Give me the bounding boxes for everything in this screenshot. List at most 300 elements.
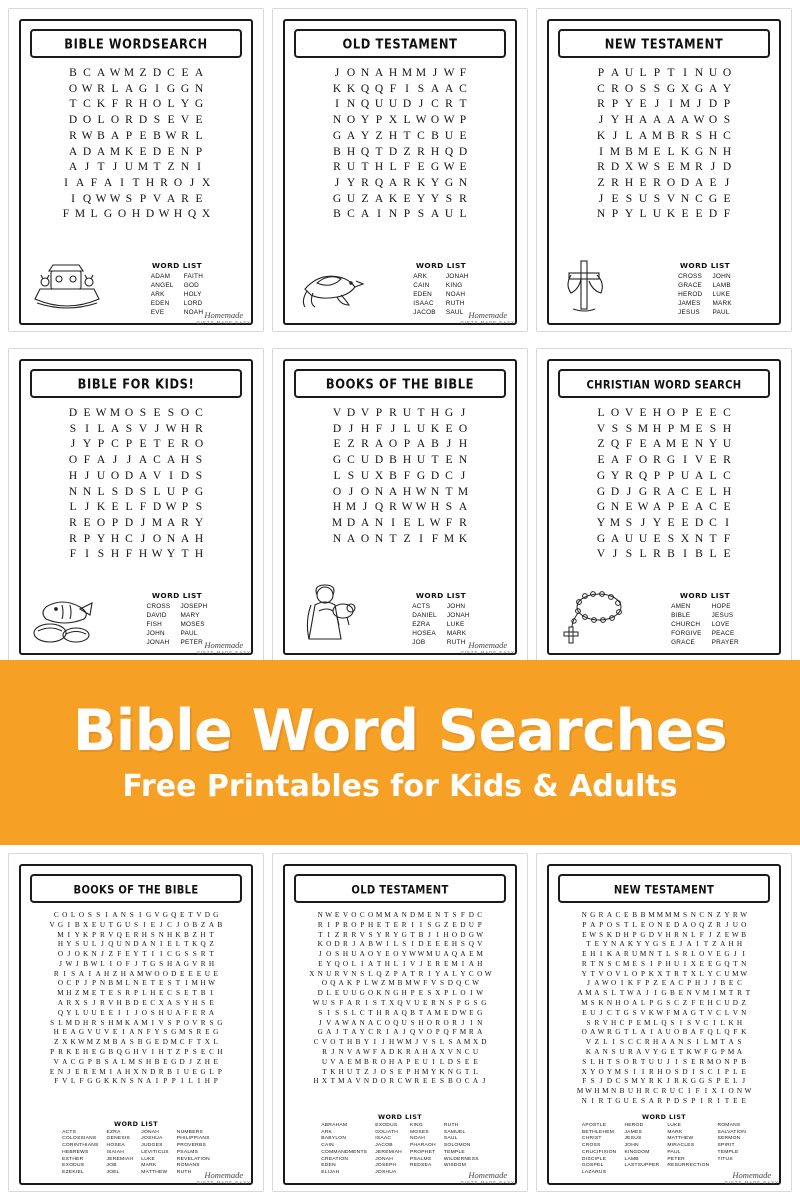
letter-cell: R (435, 1018, 441, 1027)
letter-cell: K (124, 145, 134, 158)
letter-cell: S (682, 1057, 687, 1066)
word-list-item: MIRACLES (667, 1143, 695, 1149)
letter-cell: O (74, 950, 80, 959)
letter-cell: R (376, 1028, 382, 1037)
letter-cell: R (125, 989, 130, 998)
letter-cell: L (213, 1038, 218, 1047)
letter-cell: I (654, 989, 657, 998)
letter-row (581, 960, 747, 969)
letter-cell: H (332, 501, 342, 514)
letter-cell: I (151, 1018, 154, 1027)
letter-cell: H (125, 1067, 131, 1076)
letter-cell: S (695, 129, 703, 142)
letter-row (68, 500, 205, 515)
letter-cell: O (360, 532, 370, 545)
letter-cell: T (590, 959, 595, 968)
word-list-item: JAMES (678, 299, 701, 307)
letter-cell: I (155, 82, 159, 95)
puzzle-row-3 (0, 845, 800, 1200)
letter-cell: H (57, 940, 64, 949)
word-list-item: JEREMIAH (375, 1149, 402, 1155)
letter-cell: S (96, 911, 101, 919)
word-list-item: LUKE (141, 1156, 156, 1162)
letter-cell: J (92, 999, 96, 1008)
letter-cell: L (452, 989, 457, 998)
letter-cell: L (709, 469, 717, 482)
letter-cell: L (333, 469, 341, 482)
letter-cell: P (733, 1057, 738, 1066)
letter-cell: L (703, 1038, 709, 1047)
letter-cell: T (175, 979, 181, 988)
letter-row (68, 66, 205, 81)
puzzle-card-books-of-the-bible-1[interactable] (272, 348, 528, 662)
letter-cell: V (596, 548, 606, 561)
letter-cell: Q (374, 82, 384, 95)
letter-cell: Z (716, 911, 721, 919)
letter-cell: Z (209, 940, 214, 949)
letter-cell: A (347, 1077, 353, 1086)
letter-cell: L (590, 1057, 595, 1066)
letter-cell: I (650, 1028, 653, 1037)
letter-cell: G (200, 1067, 206, 1076)
letter-cell: L (639, 208, 647, 221)
letter-cell: O (152, 98, 162, 111)
letter-cell: L (667, 145, 675, 158)
letter-cell: X (158, 999, 164, 1008)
letter-cell: Q (699, 920, 705, 929)
letter-cell: O (180, 407, 190, 419)
letter-row (332, 129, 469, 144)
letter-cell: I (126, 1008, 129, 1017)
letter-cell: K (585, 1047, 592, 1056)
letter-cell: W (81, 129, 93, 142)
letter-cell: T (417, 407, 425, 419)
letter-cell: R (607, 1028, 612, 1037)
letter-cell: I (327, 930, 330, 939)
letter-cell: X (435, 989, 441, 998)
letter-cell: P (653, 67, 661, 79)
letter-cell: N (374, 485, 384, 498)
letter-cell: O (477, 969, 483, 978)
letter-cell: I (612, 1038, 615, 1047)
letter-cell: D (447, 979, 453, 988)
word-list-item: PRAYER (711, 638, 739, 646)
letter-cell: G (596, 501, 606, 514)
letter-cell: O (426, 1018, 432, 1027)
word-list-item: PAUL (712, 308, 730, 316)
letter-cell: E (422, 999, 428, 1008)
letter-cell: V (422, 1038, 428, 1047)
letter-cell: D (124, 485, 134, 498)
letter-cell: U (326, 969, 332, 978)
letter-cell: A (360, 517, 370, 530)
letter-cell: Z (192, 930, 197, 939)
letter-cell: H (116, 999, 122, 1008)
letter-cell: V (49, 920, 55, 929)
puzzle-frame (547, 864, 781, 1185)
letter-cell: A (57, 999, 64, 1008)
loaves-and-fishes-icon (28, 581, 106, 647)
letter-cell: Z (139, 67, 147, 79)
letter-cell: S (709, 422, 717, 435)
letter-cell: A (443, 969, 449, 978)
letter-cell: B (389, 469, 397, 482)
letter-cell: S (460, 940, 465, 949)
letter-cell: E (639, 407, 647, 419)
brand-name: Homemade (204, 1170, 244, 1181)
letter-cell: U (665, 1028, 671, 1037)
letter-cell: J (460, 407, 466, 419)
letter-cell: E (418, 989, 424, 998)
letter-cell: I (717, 1096, 720, 1105)
letter-cell: U (444, 129, 454, 142)
letter-cell: P (657, 959, 662, 968)
letter-cell: W (415, 485, 427, 498)
letter-cell: O (368, 950, 374, 959)
word-list-item: NOAH (409, 1136, 426, 1142)
letter-cell: M (648, 911, 655, 919)
letter-cell: F (146, 1028, 151, 1037)
letter-cell: E (443, 1008, 449, 1017)
letter-cell: B (112, 1038, 118, 1047)
letter-cell: V (657, 930, 663, 939)
letter-cell: S (439, 1077, 444, 1086)
puzzle-card-old-testament-1[interactable] (272, 8, 528, 332)
word-list-item: EDEN (413, 290, 433, 298)
letter-cell: I (120, 177, 124, 190)
letter-cell: A (103, 177, 113, 190)
letter-cell: T (667, 67, 675, 79)
letter-cell: G (99, 1047, 106, 1056)
letter-cell: J (415, 1038, 419, 1047)
letter-cell: O (183, 1018, 189, 1027)
letter-cell: D (694, 517, 704, 530)
letter-cell: O (360, 485, 370, 498)
letter-cell: R (69, 517, 77, 530)
letter-cell: I (696, 940, 699, 949)
letter-cell: R (649, 1077, 654, 1086)
letter-cell: H (624, 177, 634, 190)
letter-cell: E (639, 98, 647, 111)
letter-cell: B (682, 1028, 688, 1037)
letter-cell: E (473, 1057, 478, 1066)
puzzle-title-band (558, 29, 770, 58)
letter-cell: J (461, 1018, 465, 1027)
letter-cell: R (674, 969, 679, 978)
letter-row (317, 989, 483, 998)
letter-cell: A (175, 959, 181, 968)
letter-cell: J (318, 1018, 322, 1027)
word-list-item: SOLOMON (443, 1143, 471, 1149)
letter-cell: E (158, 979, 164, 988)
letter-row (596, 129, 733, 144)
puzzle-card-books-of-the-bible-2[interactable] (8, 853, 264, 1192)
letter-cell: R (100, 999, 105, 1008)
letter-cell: S (625, 548, 633, 561)
letter-cell: O (116, 959, 122, 968)
letter-cell: E (695, 485, 703, 498)
letter-cell: Z (403, 532, 411, 545)
letter-cell: R (681, 129, 689, 142)
letter-cell: N (610, 501, 620, 514)
letter-cell: E (385, 950, 390, 959)
word-list-item: JOHN (624, 1143, 639, 1149)
puzzle-footer (28, 251, 244, 317)
letter-cell: K (347, 979, 353, 988)
letter-cell: D (133, 999, 139, 1008)
letter-cell: M (711, 1038, 718, 1047)
letter-cell: U (680, 469, 690, 482)
letter-cell: P (687, 979, 692, 988)
letter-cell: F (582, 1077, 587, 1086)
letter-cell: U (83, 1008, 89, 1017)
letter-cell: E (318, 959, 323, 968)
letter-cell: H (204, 1077, 210, 1086)
letter-cell: I (85, 548, 89, 561)
word-list-item: ESTHER (62, 1156, 84, 1162)
letter-cell: U (724, 999, 730, 1008)
letter-cell: M (421, 1067, 429, 1076)
letter-cell: T (381, 999, 386, 1008)
puzzle-footer (556, 251, 772, 317)
letter-cell: M (405, 979, 412, 988)
letter-cell: A (590, 920, 596, 929)
letter-cell: G (145, 1038, 152, 1047)
letter-cell: C (678, 1087, 684, 1096)
letter-cell: Y (707, 969, 713, 978)
word-list-item: ARK (413, 272, 428, 280)
letter-cell: P (134, 989, 138, 998)
letter-cell: A (374, 67, 384, 79)
letter-cell: R (158, 1067, 164, 1076)
letter-cell: I (386, 1028, 389, 1037)
letter-row (596, 500, 733, 515)
letter-cell: G (180, 82, 190, 95)
letter-cell: A (393, 1008, 399, 1017)
letter-cell: E (661, 979, 667, 988)
word-list-item: MOSES (180, 620, 205, 628)
letter-cell: E (91, 1047, 97, 1056)
puzzle-card-bible-wordsearch[interactable] (8, 8, 264, 332)
puzzle-card-christian-word-search[interactable] (536, 348, 792, 662)
puzzle-card-new-testament-1[interactable] (536, 8, 792, 332)
letter-cell: J (712, 979, 716, 988)
puzzle-card-bible-for-kids[interactable] (8, 348, 264, 662)
letter-cell: I (138, 911, 142, 919)
letter-cell: A (652, 438, 662, 451)
letter-cell: B (153, 129, 161, 142)
letter-cell: D (673, 920, 680, 929)
letter-row (596, 97, 733, 112)
letter-cell: K (627, 979, 634, 988)
word-list-item: ABRAHAM (321, 1122, 348, 1128)
letter-cell: E (167, 940, 172, 949)
letter-cell: H (736, 940, 743, 949)
letter-cell: U (388, 98, 398, 111)
letter-cell: R (653, 548, 661, 561)
letter-cell: T (745, 989, 751, 998)
letter-cell: A (682, 1008, 688, 1017)
letter-cell: K (96, 98, 106, 111)
letter-cell: D (447, 1057, 453, 1066)
letter-cell: J (101, 950, 104, 959)
letter-cell: V (138, 422, 148, 435)
letter-cell: R (657, 1096, 663, 1105)
letter-cell: N (133, 979, 139, 988)
letter-cell: D (460, 930, 466, 939)
letter-row (596, 547, 733, 562)
letter-cell: E (154, 1038, 160, 1047)
letter-cell: W (637, 161, 649, 174)
letter-cell: L (368, 969, 373, 978)
letter-cell: A (426, 1008, 432, 1017)
letter-cell: H (200, 930, 206, 939)
letter-cell: O (82, 114, 92, 127)
letter-cell: T (192, 989, 197, 998)
letter-cell: C (716, 1008, 721, 1017)
letter-cell: O (321, 979, 328, 988)
letter-cell: C (368, 1028, 374, 1037)
puzzle-title-band (294, 874, 506, 903)
letter-cell: V (53, 1057, 59, 1066)
letter-cell: K (346, 82, 356, 95)
letter-cell: V (355, 1077, 361, 1086)
letter-row (53, 911, 219, 920)
letter-cell: C (347, 208, 355, 221)
letter-cell: E (333, 438, 341, 451)
word-list-item: MARK (667, 1129, 683, 1135)
letter-cell: L (603, 1038, 608, 1047)
letter-cell: A (430, 82, 440, 95)
letter-cell: G (456, 1067, 462, 1076)
letter-cell: O (330, 1038, 336, 1047)
letter-cell: F (625, 454, 633, 467)
letter-cell: R (414, 1077, 420, 1086)
letter-cell: X (62, 1038, 68, 1047)
letter-cell: D (682, 1067, 688, 1076)
letter-cell: I (105, 911, 108, 919)
letter-cell: F (125, 548, 133, 561)
letter-cell: R (623, 950, 629, 959)
letter-cell: S (723, 114, 731, 127)
letter-cell: I (428, 969, 431, 978)
letter-cell: N (99, 979, 106, 988)
word-list-item: HOSEA (106, 1143, 125, 1149)
letter-cell: P (720, 1047, 725, 1056)
word-list-column (321, 1123, 367, 1177)
letter-cell: C (716, 999, 721, 1008)
letter-cell: L (75, 1008, 80, 1017)
letter-cell: M (651, 129, 663, 142)
letter-cell: C (707, 1067, 713, 1076)
letter-cell: Y (624, 208, 634, 221)
letter-cell: H (430, 145, 440, 158)
letter-cell: M (141, 1018, 148, 1027)
letter-cell: B (667, 548, 675, 561)
letter-cell: O (78, 911, 85, 919)
letter-cell: U (125, 920, 131, 929)
letter-cell: U (360, 469, 370, 482)
letter-cell: X (389, 999, 395, 1008)
letter-cell: N (598, 959, 604, 968)
letter-cell: L (69, 501, 77, 514)
letter-cell: J (666, 1057, 670, 1066)
letter-cell: R (53, 969, 59, 978)
letter-cell: J (587, 979, 590, 988)
letter-cell: Y (652, 517, 662, 530)
letter-cell: T (619, 989, 625, 998)
letter-cell: F (723, 208, 731, 221)
letter-cell: P (50, 1047, 55, 1056)
letter-cell: W (342, 1018, 349, 1027)
letter-cell: E (49, 1067, 55, 1076)
letter-cell: H (66, 989, 72, 998)
letter-cell: H (414, 1067, 420, 1076)
letter-cell: E (625, 501, 633, 514)
letter-cell: R (653, 454, 661, 467)
letter-cell: L (97, 422, 105, 435)
letter-cell: G (690, 1008, 696, 1017)
puzzle-card-new-testament-2[interactable] (536, 853, 792, 1192)
letter-cell: C (359, 911, 365, 919)
letter-cell: C (709, 517, 717, 530)
letter-row (68, 453, 205, 468)
letter-row (332, 500, 469, 515)
letter-cell: S (603, 989, 608, 998)
letter-row (585, 1019, 743, 1028)
letter-cell: R (628, 1047, 633, 1056)
letter-row (317, 1019, 483, 1028)
letter-cell: O (673, 1028, 680, 1037)
letter-cell: R (737, 989, 742, 998)
letter-cell: T (624, 1028, 629, 1037)
letter-cell: I (176, 1067, 180, 1076)
letter-cell: R (661, 1087, 667, 1096)
letter-cell: T (733, 959, 738, 968)
letter-cell: S (104, 1057, 109, 1066)
word-list-column (375, 1123, 402, 1177)
letter-cell: P (92, 930, 97, 939)
letter-cell: M (637, 145, 649, 158)
letter-cell: E (108, 1008, 114, 1017)
letter-cell: A (208, 1008, 215, 1017)
letter-cell: H (68, 469, 78, 482)
letter-cell: Q (82, 192, 92, 205)
letter-cell: T (142, 950, 147, 959)
letter-cell: M (401, 67, 413, 79)
letter-cell: P (406, 1057, 411, 1066)
letter-row (596, 453, 733, 468)
letter-cell: R (69, 129, 77, 142)
word-list-item: SPIRIT (717, 1143, 735, 1149)
letter-grid (556, 66, 772, 222)
puzzle-title: CHRISTIAN WORD SEARCH (586, 379, 742, 392)
letter-cell: P (667, 469, 675, 482)
letter-cell: L (473, 1067, 478, 1076)
letter-cell: M (637, 422, 649, 435)
letter-cell: Y (96, 532, 106, 545)
letter-cell: A (393, 1028, 399, 1037)
letter-cell: C (615, 959, 621, 968)
letter-cell: H (131, 208, 141, 221)
puzzle-grid-row-3 (0, 845, 800, 1200)
letter-cell: I (63, 969, 66, 978)
letter-cell: H (722, 145, 732, 158)
puzzle-card-old-testament-2[interactable] (272, 853, 528, 1192)
letter-cell: O (456, 1077, 462, 1086)
letter-cell: U (623, 1096, 629, 1105)
letter-cell: R (69, 532, 77, 545)
